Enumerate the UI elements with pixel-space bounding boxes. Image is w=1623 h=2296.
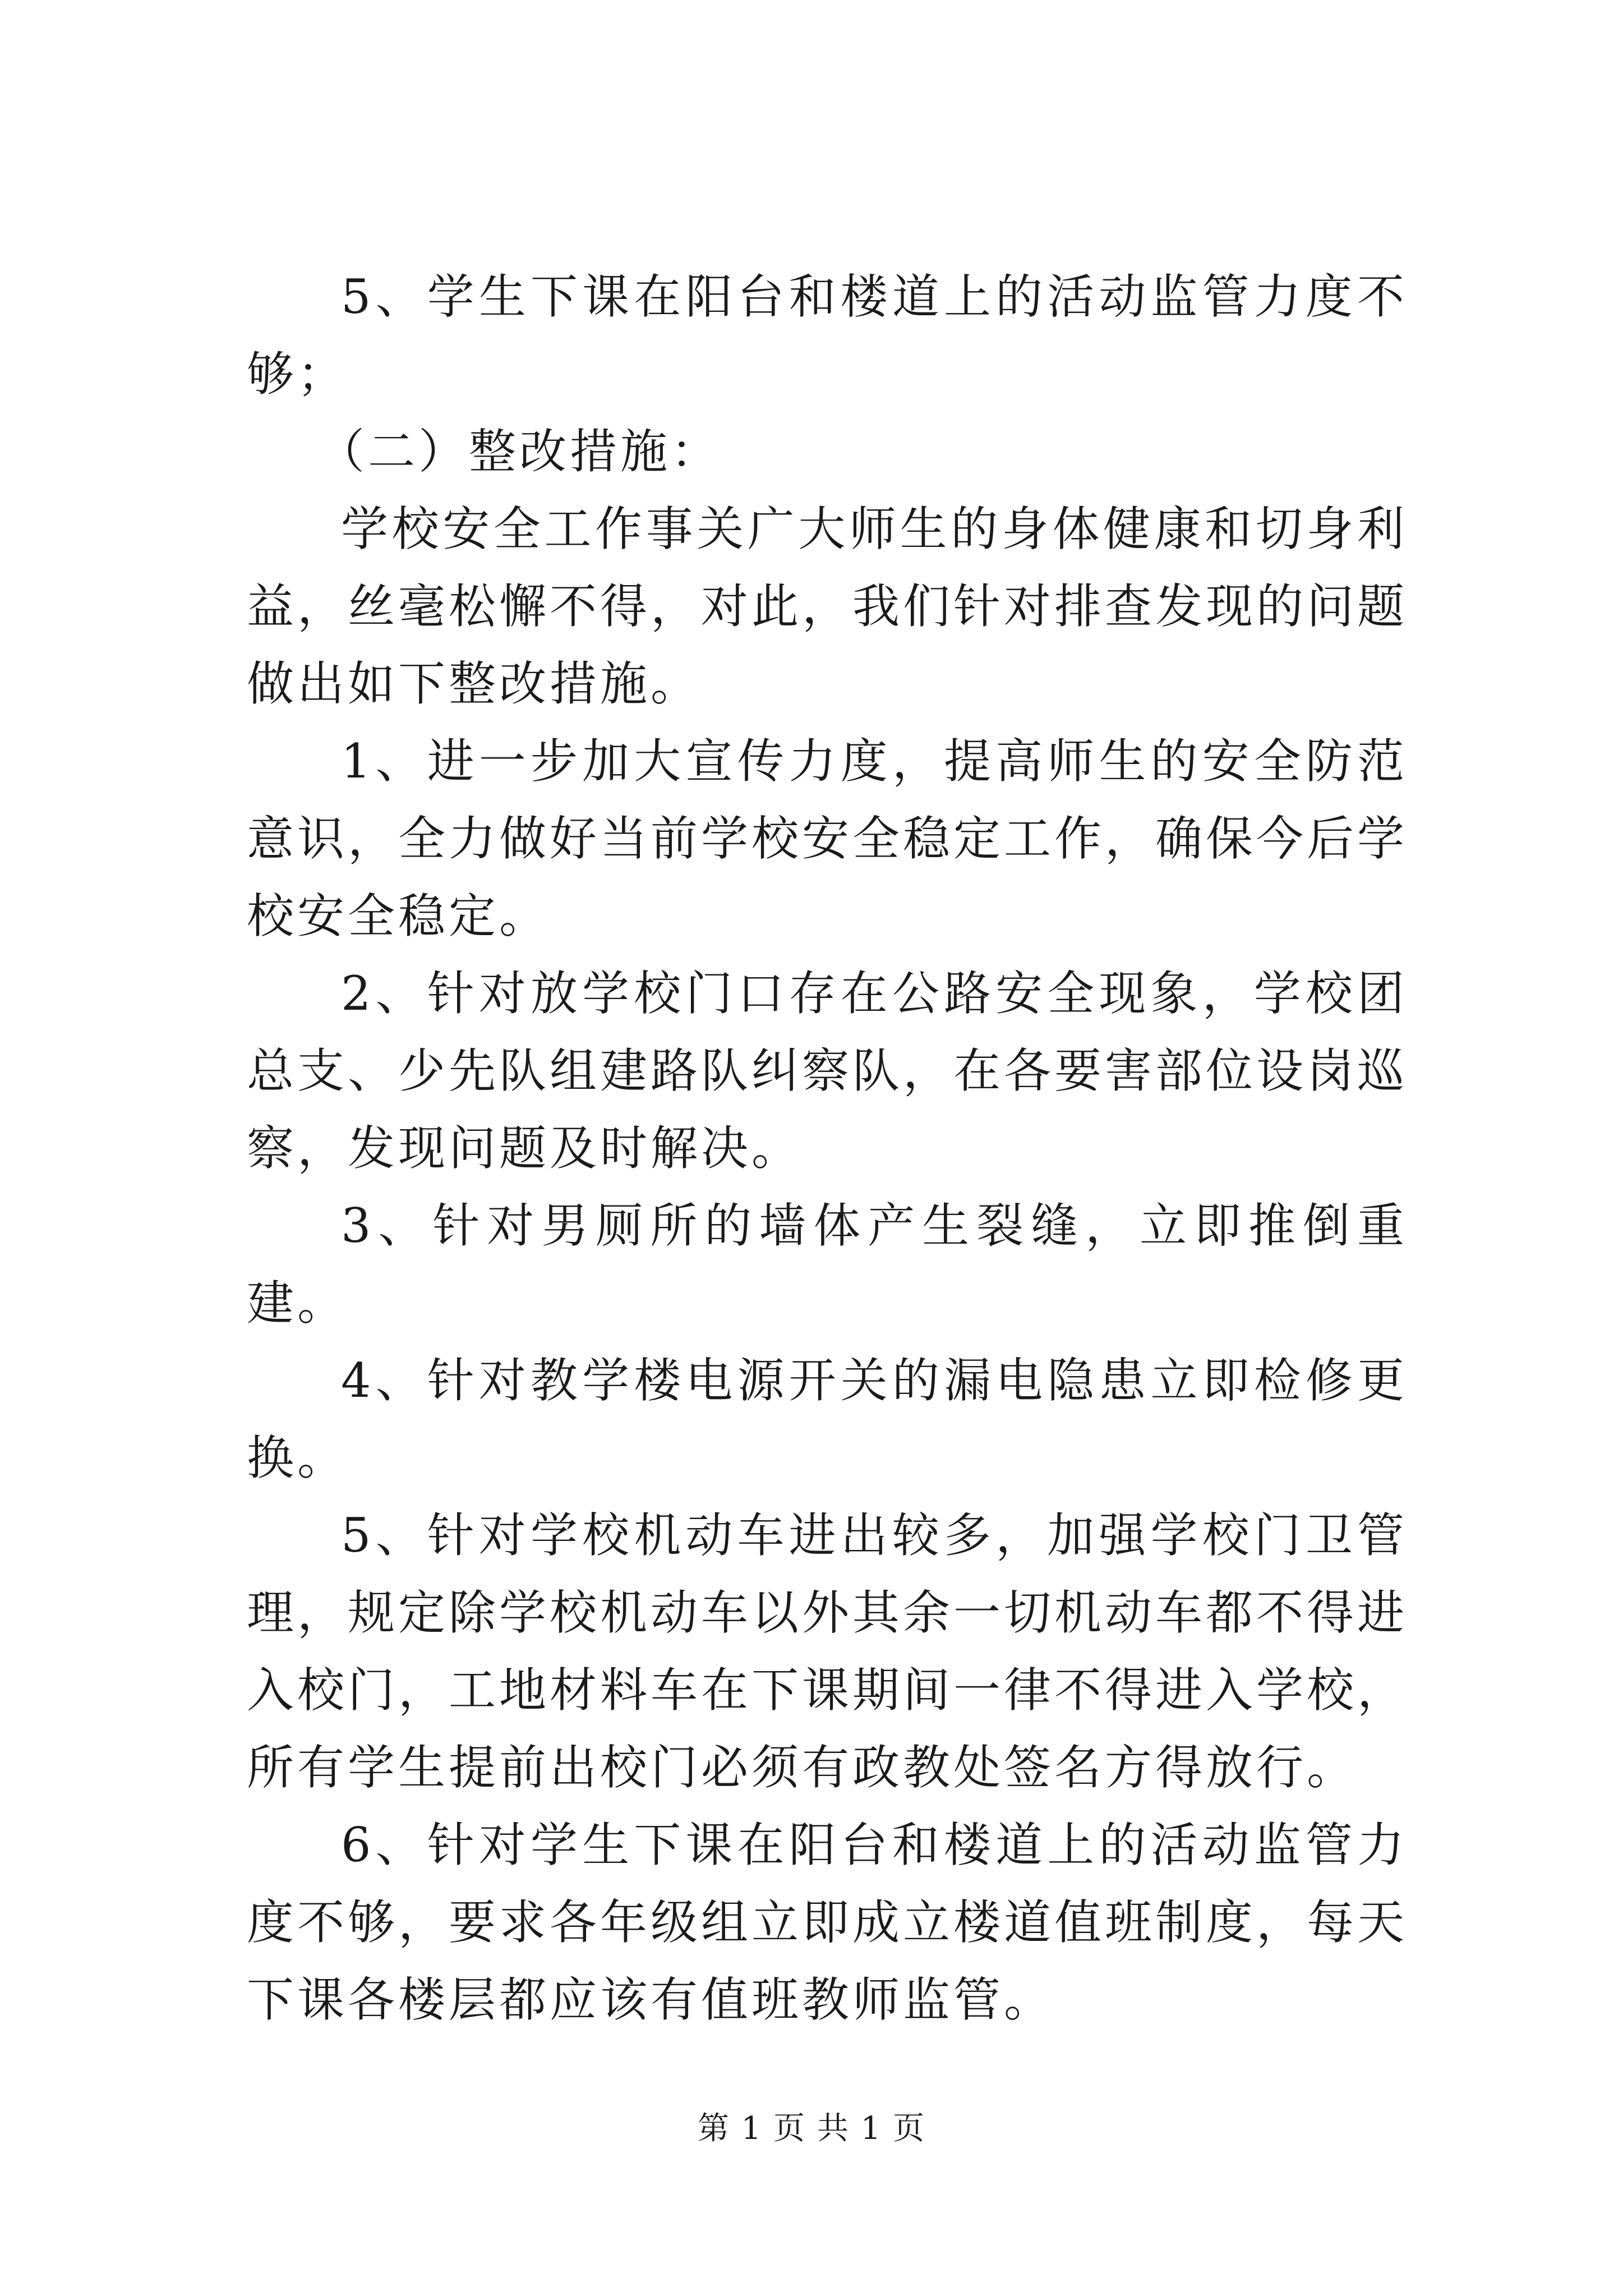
paragraph-intro: 学校安全工作事关广大师生的身体健康和切身利益，丝毫松懈不得，对此，我们针对排查发现的问题做出如下整改措施。 xyxy=(247,501,1408,711)
paragraph-measure-2: 2、针对放学校门口存在公路安全现象，学校团总支、少先队组建路队纠察队，在各要害部位设岗巡察，发现问题及时解决。 xyxy=(247,966,1408,1176)
paragraph-measure-6: 6、针对学生下课在阳台和楼道上的活动监管力度不够，要求各年级组立即成立楼道值班制度，每天下课各楼层都应该有值班教师监管。 xyxy=(247,1818,1408,2027)
document-body xyxy=(247,258,1408,2039)
paragraph-item-5-issue: 5、学生下课在阳台和楼道上的活动监管力度不够； xyxy=(247,269,1408,402)
paragraph-measure-5: 5、针对学校机动车进出较多，加强学校门卫管理，规定除学校机动车以外其余一切机动车都不得进入校门，工地材料车在下课期间一律不得进入学校，所有学生提前出校门必须有政教处签名方得放行。 xyxy=(247,1508,1408,1795)
page-footer: 第 1 页 共 1 页 xyxy=(697,2110,926,2147)
paragraph-measure-4: 4、针对教学楼电源开关的漏电隐患立即检修更换。 xyxy=(247,1353,1408,1485)
section-heading-rectification: （二）整改措施： xyxy=(317,424,722,479)
paragraph-measure-1: 1、进一步加大宣传力度，提高师生的安全防范意识，全力做好当前学校安全稳定工作，确保今后学校安全稳定。 xyxy=(247,734,1408,944)
paragraph-measure-3: 3、针对男厕所的墙体产生裂缝，立即推倒重建。 xyxy=(247,1198,1408,1331)
